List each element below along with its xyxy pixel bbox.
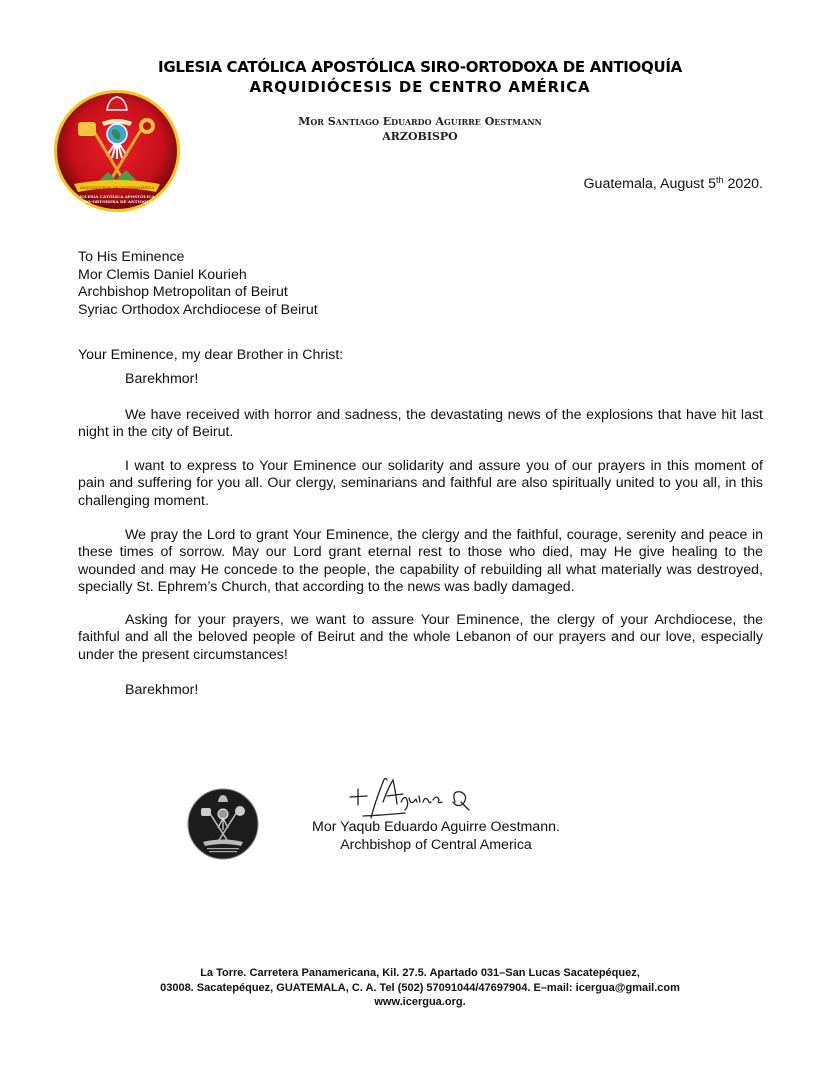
greeting-open: Barekhmor! [125,371,199,387]
recipient-line: Mor Clemis Daniel Kourieh [78,266,247,283]
archbishop-title: ARZOBISPO [382,130,458,143]
svg-text:IGLESIA CATÓLICA APOSTÓLICA: IGLESIA CATÓLICA APOSTÓLICA [79,194,155,199]
footer-line: La Torre. Carretera Panamericana, Kil. 27.5. Apartado 031–San Lucas Sacatepéquez, [200,967,640,979]
letter-date [584,176,763,192]
footer-line: 03008. Sacatepéquez, GUATEMALA, C. A. Tel (502) 57091044/47697904. E–mail: icergua@gmail.com [160,981,680,994]
recipient-line: Archbishop Metropolitan of Beirut [78,284,288,300]
archdiocese-name: ARQUIDIÓCESIS DE CENTRO AMÉRICA [249,78,591,96]
signer-name: Mor Yaqub Eduardo Aguirre Oestmann. [312,819,560,835]
svg-text:SIRO-ORTODOXA DE ANTIOQUÍA: SIRO-ORTODOXA DE ANTIOQUÍA [79,199,155,204]
archbishop-name: Mor Santiago Eduardo Aguirre Oestmann [298,115,542,128]
handwritten-signature-icon [345,772,495,820]
body-paragraph: We pray the Lord to grant Your Eminence, the clergy and the faithful, courage, serenity and peace in these times of sorrow. May our Lord grant eternal rest to those who died, may He give healing to the wounded and may He concede to the people, the capability of rebuilding all what materially was destroyed, specially St. Ephrem’s Church, that according to the news was badly damaged. [78,527,763,596]
archdiocese-emblem-icon [52,88,182,214]
recipient-line: To His Eminence [78,249,185,265]
greeting-close: Barekhmor! [125,682,199,698]
footer-website: www.icergua.org. [374,996,466,1008]
body-paragraph: We have received with horror and sadness, the devastating news of the explosions that have hit last night in the city of Beirut. [78,407,763,441]
date-prefix: Guatemala, August 5 [583,176,717,192]
church-name: IGLESIA CATÓLICA APOSTÓLICA SIRO-ORTODOXA DE ANTIOQUÍA [158,58,682,76]
signer-title: Archbishop of Central America [340,837,532,853]
svg-text:ARQUIDIÓCESIS DE CENTROAMÉRICA: ARQUIDIÓCESIS DE CENTROAMÉRICA [79,186,155,190]
signer-block [286,818,586,854]
recipient-block [78,249,318,319]
recipient-line: Syriac Orthodox Archdiocese of Beirut [78,301,318,318]
salutation: Your Eminence, my dear Brother in Christ: [78,347,344,363]
date-year: 2020. [723,176,763,192]
date-ordinal-suffix: th [716,175,724,185]
footer-address [80,966,760,1010]
body-paragraph: Asking for your prayers, we want to assure Your Eminence, the clergy of your Archdiocese, the faithful and all the beloved people of Beirut and the whole Lebanon of our prayers and our love, especially under the present circumstances! [78,612,763,663]
body-paragraph: I want to express to Your Eminence our solidarity and assure you of our prayers in this moment of pain and suffering for you all. Our clergy, seminarians and faithful are also spiritually united to you all, in this challenging moment. [78,458,763,509]
archdiocese-seal-icon [187,788,259,860]
